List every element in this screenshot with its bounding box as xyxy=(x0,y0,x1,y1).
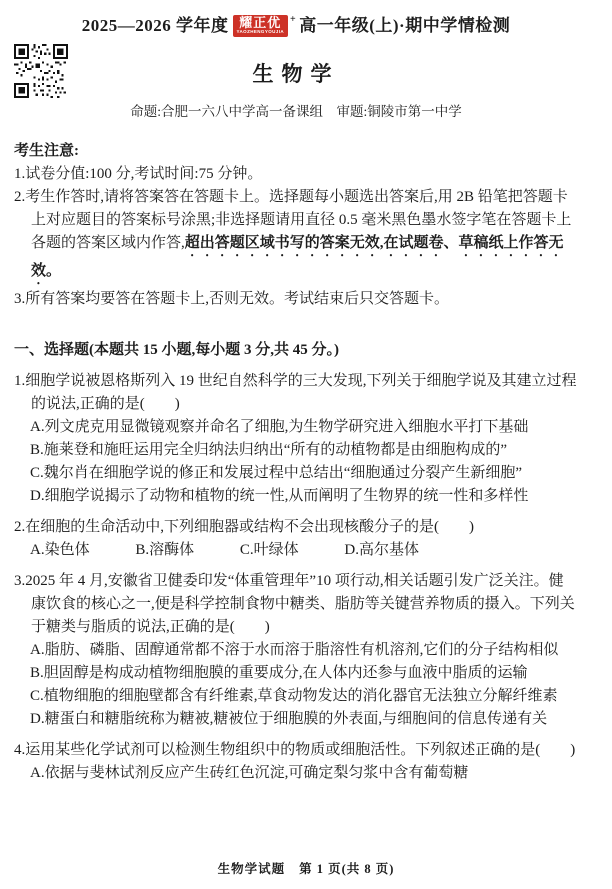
notice-section xyxy=(14,140,578,311)
question-3-option-a: A.脂肪、磷脂、固醇通常都不溶于水而溶于脂溶性有机溶剂,它们的分子结构相似 xyxy=(30,642,559,658)
question-4-stem: 4.运用某些化学试剂可以检测生物组织中的物质或细胞活性。下列叙述正确的是( ) xyxy=(14,742,576,758)
question-2-option-c: C.叶绿体 xyxy=(239,542,299,558)
brand-logo-text: 耀正优 xyxy=(239,15,282,31)
header-line xyxy=(14,14,578,38)
question-2-stem: 2.在细胞的生命活动中,下列细胞器或结构不会出现核酸分子的是( ) xyxy=(14,519,474,535)
brand-logo-subtext: YAOZHENGYOUJIA xyxy=(236,29,284,35)
question-2-option-a: A.染色体 xyxy=(30,542,90,558)
question-2-options xyxy=(30,539,578,562)
question-2-option-b: B.溶酶体 xyxy=(135,542,195,558)
brand-logo xyxy=(233,15,288,37)
footer-doc-label: 生物学试题 xyxy=(217,862,286,876)
question-1 xyxy=(14,370,578,508)
question-3-option-b: B.胆固醇是构成动植物细胞膜的重要成分,在人体内还参与血液中脂质的运输 xyxy=(30,665,528,681)
question-1-option-c: C.魏尔肖在细胞学说的修正和发展过程中总结出“细胞通过分裂产生新细胞” xyxy=(30,465,523,481)
question-2-option-d: D.高尔基体 xyxy=(344,542,419,558)
notice-item-2-text: 2.考生作答时,请将答案答在答题卡上。选择题每小题选出答案后,用 2B 铅笔把答题卡上对应题目的答案标号涂黑;非选择题请用直径 0.5 毫米黑色墨水签字笔在答题卡上各题的答案区域内作答, xyxy=(14,189,572,251)
question-4-option-a: A.依据与斐林试剂反应产生砖红色沉淀,可确定梨匀浆中含有葡萄糖 xyxy=(30,765,469,781)
page-footer xyxy=(0,859,612,877)
section-title: 一、选择题(本题共 15 小题,每小题 3 分,共 45 分。) xyxy=(14,342,339,358)
question-4 xyxy=(14,739,578,785)
session-title: 高一年级(上)·期中学情检测 xyxy=(299,16,511,35)
notice-item-3: 3.所有答案均要答在答题卡上,否则无效。考试结束后只交答题卡。 xyxy=(14,291,450,307)
notice-item-2 xyxy=(14,186,578,288)
question-3-option-c: C.植物细胞的细胞壁都含有纤维素,草食动物发达的消化器官无法独立分解纤维素 xyxy=(30,688,558,704)
attribution-line: 命题:合肥一六八中学高一备课组 审题:铜陵市第一中学 xyxy=(130,104,462,119)
question-3 xyxy=(14,570,578,731)
notice-item-2-emphasis: 超出答题区域书写的答案无效,在试题卷、草稿纸上作答无效。 xyxy=(31,235,564,279)
subject-row xyxy=(14,44,578,100)
question-2 xyxy=(14,516,578,562)
question-1-stem: 1.细胞学说被恩格斯列入 19 世纪自然科学的三大发现,下列关于细胞学说及其建立过程的说法,正确的是( ) xyxy=(14,373,577,412)
notice-item-1: 1.试卷分值:100 分,考试时间:75 分钟。 xyxy=(14,166,263,182)
question-1-option-a: A.列文虎克用显微镜观察并命名了细胞,为生物学研究进入细胞水平打下基础 xyxy=(30,419,529,435)
footer-page-info: 第 1 页(共 8 页) xyxy=(299,862,395,876)
question-1-option-b: B.施莱登和施旺运用完全归纳法归纳出“所有的动植物都是由细胞构成的” xyxy=(30,442,508,458)
brand-logo-plus: + xyxy=(290,14,297,25)
subject-title: 生物学 xyxy=(252,62,340,86)
question-3-option-d: D.糖蛋白和糖脂统称为糖被,糖被位于细胞膜的外表面,与细胞间的信息传递有关 xyxy=(30,711,548,727)
notice-heading: 考生注意: xyxy=(14,143,79,159)
qr-code xyxy=(14,44,68,98)
year-title: 2025—2026 学年度 xyxy=(81,16,229,35)
question-1-option-d: D.细胞学说揭示了动物和植物的统一性,从而阐明了生物界的统一性和多样性 xyxy=(30,488,529,504)
question-3-stem: 3.2025 年 4 月,安徽省卫健委印发“体重管理年”10 项行动,相关话题引发广泛关注。健康饮食的核心之一,便是科学控制食物中糖类、脂肪等关键营养物质的摄入。下列关于糖类与脂质的说法,正确的是( ) xyxy=(14,573,575,635)
